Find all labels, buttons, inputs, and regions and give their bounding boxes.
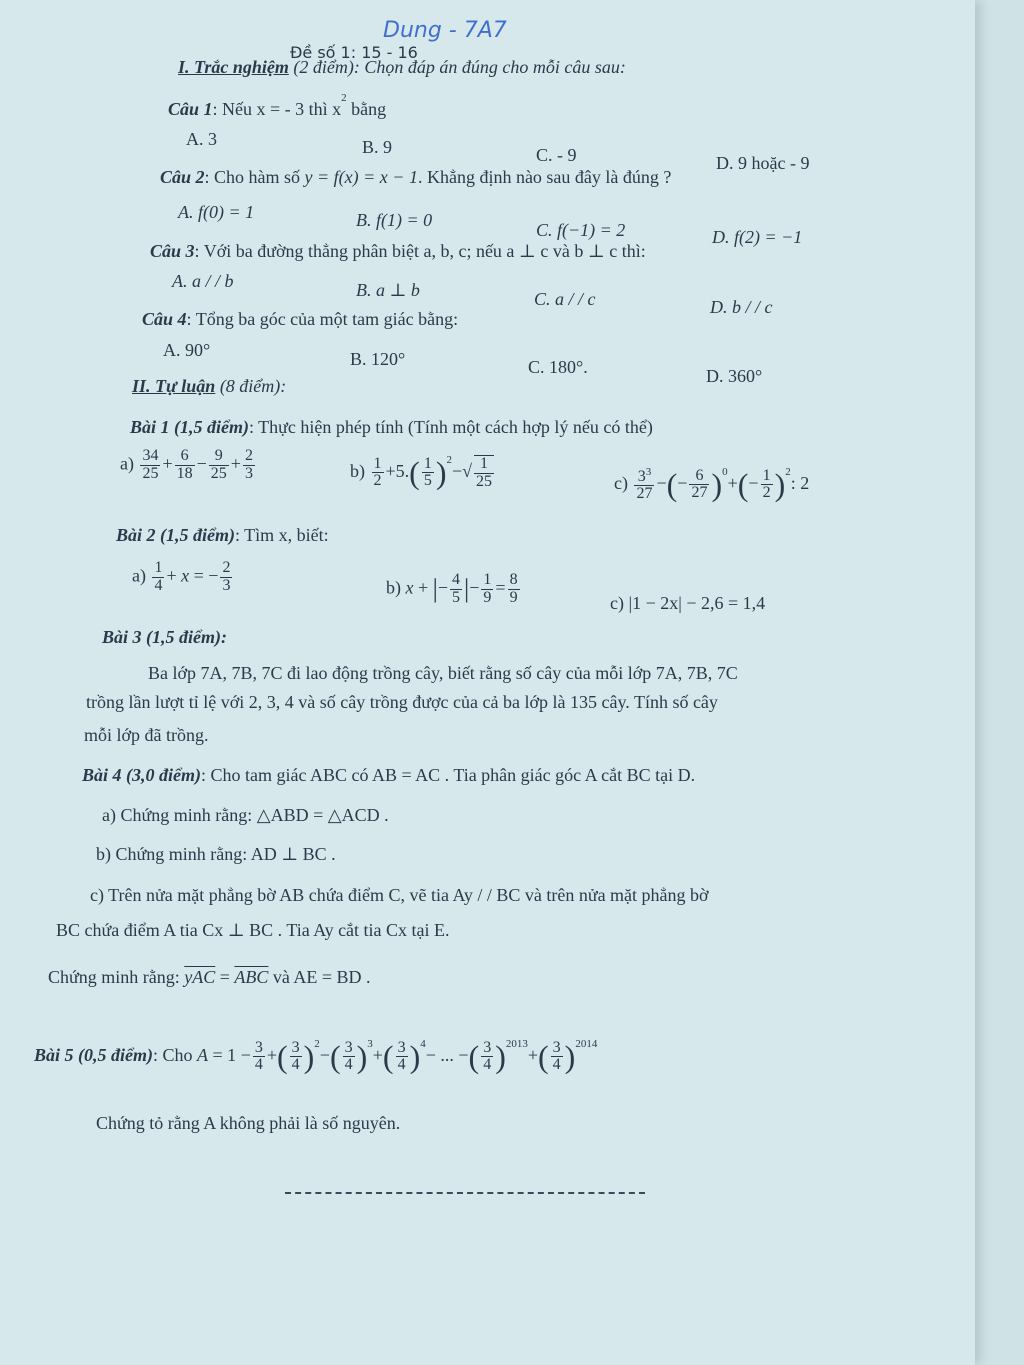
bai4-c3-text: Chứng minh rằng: xyxy=(48,967,185,987)
part1-title: I. Trắc nghiệm xyxy=(178,57,289,77)
bai1-c-label: c) xyxy=(614,473,628,493)
handwritten-name: Dung - 7A7 xyxy=(383,18,507,43)
bai2-c-expr: |1 − 2x| − 2,6 = 1,4 xyxy=(628,593,766,613)
q1-text: : Nếu x = - 3 thì x xyxy=(212,99,342,119)
q1-label: Câu 1 xyxy=(168,99,213,119)
q4-option-c: C. 180°. xyxy=(528,357,588,377)
bai2-b: b) x + |− $\frac{4}{5}$ |− $\frac{1}{9}$ = $\frac{8}{9}$ xyxy=(386,571,518,606)
q1-option-b: B. 9 xyxy=(362,137,393,157)
bai2-text: : Tìm x, biết: xyxy=(235,525,329,545)
part1-heading xyxy=(178,58,626,78)
bai4-c1: c) Trên nửa mặt phẳng bờ AB chứa điểm C, vẽ tia Ay / / BC và trên nửa mặt phẳng bờ xyxy=(90,885,709,905)
question-1 xyxy=(168,92,386,120)
q1-sup: 2 xyxy=(341,92,347,104)
q1-text-b: bằng xyxy=(346,99,387,119)
q3-text: : Với ba đường thẳng phân biệt a, b, c; nếu a ⊥ c và b ⊥ c thì: xyxy=(194,241,646,261)
bai2-label: Bài 2 (1,5 điểm) xyxy=(116,525,235,545)
bai1-label: Bài 1 (1,5 điểm) xyxy=(130,417,249,437)
bai3-heading: Bài 3 (1,5 điểm): xyxy=(102,627,227,647)
bai3-line1: Ba lớp 7A, 7B, 7C đi lao động trồng cây, biết rằng số cây của mỗi lớp 7A, 7B, 7C xyxy=(148,663,738,683)
bai2-a-label: a) xyxy=(132,565,146,586)
q2-formula: y = f(x) = x − 1 xyxy=(304,167,418,187)
q4-option-a: A. 90° xyxy=(163,340,211,360)
bai5-conclusion: Chứng tỏ rằng A không phải là số nguyên. xyxy=(96,1113,401,1133)
bai1-c: c) $\frac{3^3}{27}$ −(− $\frac{6}{27}$ )$^0$+(− $\frac{1}{2}$ )$^2$: 2 xyxy=(614,465,810,503)
q2-option-d: D. f(2) = −1 xyxy=(712,227,803,247)
q3-option-b: B. a ⊥ b xyxy=(356,280,420,300)
bai4-c3 xyxy=(48,968,371,988)
part1-points: (2 điểm): xyxy=(293,57,360,77)
bai4-a: a) Chứng minh rằng: △ABD = △ACD . xyxy=(102,805,389,825)
bai4-text: : Cho tam giác ABC có AB = AC . Tia phân giác góc A cắt BC tại D. xyxy=(201,765,696,785)
exam-header: Đề số 1: 15 - 16 xyxy=(290,43,418,62)
bai5-heading: Bài 5 (0,5 điểm): Cho A = 1 − $\frac{3}{4}$ +( $\frac{3}{4}$ )$^2$−( $\frac{3}{4}$ )$^3$+( $\frac{3}{4}$ )$^4$− ... −( $\frac{3}{4}$ )$^{2013}$+( $\frac{3}{4}$ )$^{2014}$ xyxy=(34,1038,598,1075)
q4-option-d: D. 360° xyxy=(706,366,763,386)
bai4-b: b) Chứng minh rằng: AD ⊥ BC . xyxy=(96,844,336,864)
q4-option-b: B. 120° xyxy=(350,349,406,369)
bai4-heading xyxy=(82,766,695,786)
bai5-label: Bài 5 (0,5 điểm) xyxy=(34,1045,153,1065)
q2-label: Câu 2 xyxy=(160,167,205,187)
q2-option-a: A. f(0) = 1 xyxy=(178,202,255,222)
part2-title: II. Tự luận xyxy=(132,376,216,396)
bai1-a-label: a) xyxy=(120,453,134,474)
angle-yac: $\overline{yAC}$ xyxy=(184,967,216,987)
end-separator xyxy=(285,1192,645,1194)
bai1-text: : Thực hiện phép tính (Tính một cách hợp lý nếu có thể) xyxy=(249,417,653,437)
q2-option-c: C. f(−1) = 2 xyxy=(536,220,626,240)
part1-instruction: Chọn đáp án đúng cho mỗi câu sau: xyxy=(364,57,626,77)
q4-text: : Tổng ba góc của một tam giác bằng: xyxy=(186,309,459,329)
bai2-c-label: c) xyxy=(610,593,624,613)
bai2-heading xyxy=(116,526,329,546)
bai4-c3-text-b: và AE = BD . xyxy=(268,967,371,987)
q1-option-a: A. 3 xyxy=(186,129,217,149)
bai2-a: a) $\frac{1}{4}$ + x = − $\frac{2}{3}$ xyxy=(132,559,231,594)
bai1-heading xyxy=(130,418,653,438)
q1-option-c: C. - 9 xyxy=(536,145,577,165)
question-3 xyxy=(150,242,646,262)
q3-option-a: A. a / / b xyxy=(172,271,234,291)
part2-heading xyxy=(132,377,286,397)
q4-label: Câu 4 xyxy=(142,309,187,329)
question-2 xyxy=(160,168,671,188)
q1-option-d: D. 9 hoặc - 9 xyxy=(716,153,810,173)
q2-text-b: . Khẳng định nào sau đây là đúng ? xyxy=(417,167,672,187)
q3-option-d: D. b / / c xyxy=(710,297,773,317)
bai5-text: : Cho xyxy=(153,1045,193,1065)
bai3-line2: trồng lần lượt tỉ lệ với 2, 3, 4 và số cây trồng được của cả ba lớp là 135 cây. Tính số cây xyxy=(86,692,718,712)
bai1-a: a) $\frac{34}{25}$ + $\frac{6}{18}$ − $\frac{9}{25}$ + $\frac{2}{3}$ xyxy=(120,447,253,482)
bai4-c2: BC chứa điểm A tia Cx ⊥ BC . Tia Ay cắt tia Cx tại E. xyxy=(56,920,450,940)
q3-option-c: C. a / / c xyxy=(534,289,596,309)
bai3-line3: mỗi lớp đã trồng. xyxy=(84,725,209,745)
angle-abc: $\overline{ABC}$ xyxy=(234,967,269,987)
question-4 xyxy=(142,310,458,330)
part2-points: (8 điểm): xyxy=(219,376,287,396)
bai4-c3-eq: = xyxy=(215,967,235,987)
bai1-b: b) $\frac{1}{2}$ +5.( $\frac{1}{5}$ )$^2$−√ $\frac{1}{25}$ xyxy=(350,454,492,491)
bai2-c xyxy=(610,594,765,614)
bai1-b-label: b) xyxy=(350,461,365,481)
q2-option-b: B. f(1) = 0 xyxy=(356,210,433,230)
bai2-b-label: b) xyxy=(386,577,401,598)
q2-text: : Cho hàm số xyxy=(204,167,305,187)
bai4-label: Bài 4 (3,0 điểm) xyxy=(82,765,201,785)
q3-label: Câu 3 xyxy=(150,241,195,261)
